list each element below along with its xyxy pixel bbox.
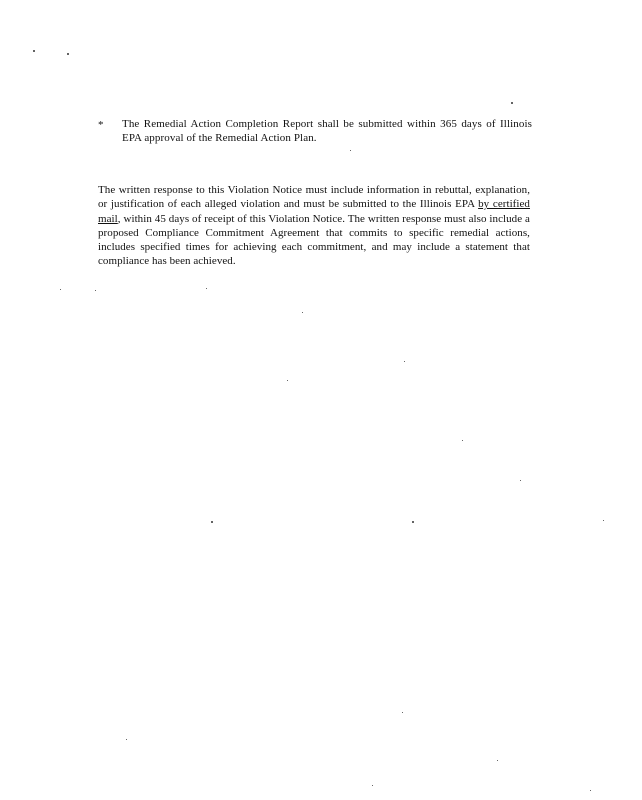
scan-speck	[511, 102, 513, 104]
scan-speck	[302, 312, 303, 313]
certified-mail-text: by certified mail	[98, 198, 530, 225]
scan-speck	[67, 53, 69, 55]
paragraph-text-part1: The written response to this Violation Notice must include information in rebuttal, explanation, or justification of each alleged violation and must be submitted to the Illinois EPA	[98, 184, 530, 211]
scan-speck	[372, 785, 373, 786]
scan-speck	[33, 50, 35, 52]
scan-speck	[287, 380, 288, 381]
scan-speck	[497, 760, 498, 761]
scan-speck	[206, 288, 207, 289]
scan-speck	[60, 289, 61, 290]
scan-speck	[412, 521, 414, 523]
scan-speck	[404, 361, 405, 362]
bullet-marker: *	[98, 119, 104, 131]
scan-speck	[126, 739, 127, 740]
scan-speck	[402, 712, 403, 713]
scan-speck	[350, 150, 351, 151]
response-paragraph	[98, 183, 530, 269]
scan-speck	[95, 290, 96, 291]
scan-speck	[462, 440, 463, 441]
bullet-item	[98, 117, 538, 145]
scan-speck	[520, 480, 521, 481]
bullet-text: The Remedial Action Completion Report shall be submitted within 365 days of Illinois EPA approval of the Remedial Action Plan.	[122, 118, 532, 144]
scan-speck	[590, 790, 591, 791]
paragraph-text-part2: , within 45 days of receipt of this Violation Notice. The written response must also include a proposed Compliance Commitment Agreement that commits to specific remedial actions, includes specified times for achieving each commitment, and may include a statement that compliance has been achieved.	[98, 212, 530, 268]
scan-speck	[603, 520, 604, 521]
scan-speck	[211, 521, 213, 523]
